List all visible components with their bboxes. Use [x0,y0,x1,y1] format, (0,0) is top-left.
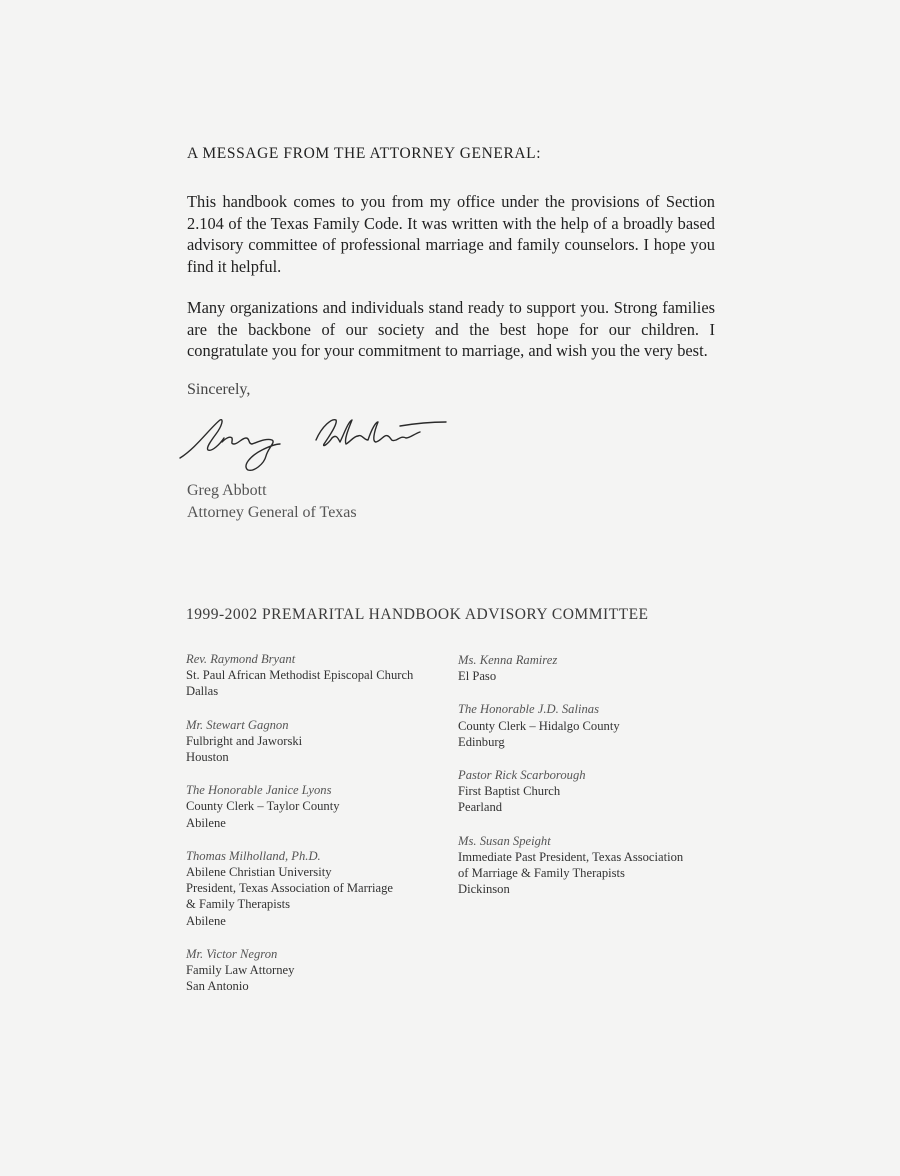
member-line: Abilene [186,913,226,928]
member-name: Mr. Stewart Gagnon [186,717,289,732]
member-line: County Clerk – Taylor County [186,799,340,814]
member-name: Ms. Susan Speight [458,833,551,848]
committee-left-column [186,651,446,994]
member-line: President, Texas Association of Marriage [186,881,393,896]
committee-member [458,767,718,816]
member-line: Houston [186,750,229,765]
member-line: Immediate Past President, Texas Association [458,849,684,864]
committee-title: 1999-2002 PREMARITAL HANDBOOK ADVISORY COMMITTEE [186,606,649,623]
committee-member [186,651,446,700]
committee-member [186,717,446,766]
member-line: Family Law Attorney [186,963,295,978]
member-name: Ms. Kenna Ramirez [458,653,558,667]
member-line: Dickinson [458,882,510,897]
member-line: County Clerk – Hidalgo County [458,718,620,733]
member-line: Pearland [458,800,503,815]
member-line: Dallas [186,684,219,699]
member-name: Pastor Rick Scarborough [458,768,586,783]
member-line: Edinburg [458,734,505,749]
committee-member [458,652,718,684]
committee-member [186,946,446,995]
member-line: & Family Therapists [186,897,291,912]
member-name: Mr. Victor Negron [186,946,278,961]
signer-name: Greg Abbott [187,482,267,499]
member-line: St. Paul African Methodist Episcopal Church [186,668,414,683]
committee-member [186,782,446,831]
member-line: San Antonio [186,979,249,994]
member-name: The Honorable Janice Lyons [186,783,332,798]
handwritten-signature [176,408,456,480]
committee-member [458,833,718,898]
member-line: Abilene Christian University [186,865,332,880]
letter-heading: A MESSAGE FROM THE ATTORNEY GENERAL: [187,145,542,162]
member-line: First Baptist Church [458,784,561,799]
letter-paragraph-2: Many organizations and individuals stand ready to support you. Strong families are the backbone of our society and the best hope for our children. I congratulate you for your commitment to marriage, and wish you the very best. [187,298,715,360]
letter-paragraph-1: This handbook comes to you from my office under the provisions of Section 2.104 of the Texas Family Code. It was written with the help of a broadly based advisory committee of professional marriage and family counselors. I hope you find it helpful. [187,192,715,276]
committee-right-column [458,652,718,897]
member-line: Abilene [186,815,226,830]
committee-member [458,701,718,750]
letter-closing: Sincerely, [187,381,251,398]
signer-title: Attorney General of Texas [187,503,357,521]
committee-member [186,848,446,929]
member-name: The Honorable J.D. Salinas [458,702,599,717]
member-line: El Paso [458,669,497,684]
member-line: of Marriage & Family Therapists [458,866,625,881]
member-name: Rev. Raymond Bryant [186,652,296,666]
member-line: Fulbright and Jaworski [186,733,303,748]
signer-block [187,480,357,523]
member-name: Thomas Milholland, Ph.D. [186,848,321,863]
